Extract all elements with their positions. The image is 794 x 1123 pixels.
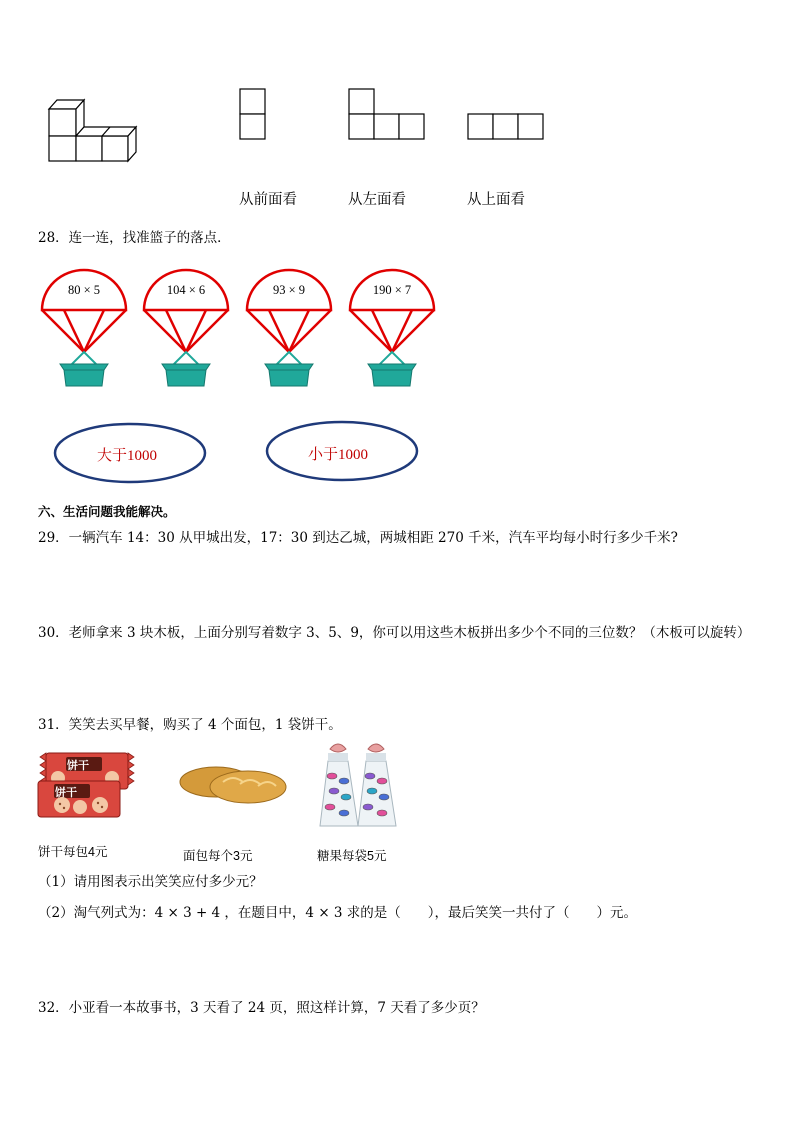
cube-figure — [45, 92, 145, 172]
parachute-expression-4: 190 × 7 — [372, 283, 412, 297]
top-view-diagram — [467, 113, 547, 143]
question-28: 28．连一连，找准篮子的落点． — [38, 230, 231, 246]
question-32: 32．小亚看一本故事书，3 天看了 24 页，照这样计算，7 天看了多少页？ — [38, 1000, 485, 1016]
question-30: 30．老师拿来 3 块木板，上面分别写着数字 3、5、9，你可以用这些木板拼出多少个不同的三位数？（木板可以旋转） — [38, 625, 751, 641]
question-31: 31．笑笑去买早餐，购买了 4 个面包，1 袋饼干。 — [38, 717, 342, 733]
bread-icon — [178, 762, 290, 806]
front-view-label: 从前面看 — [239, 192, 297, 208]
target-label-greater: 大于1000 — [97, 448, 158, 464]
question-31-part-2: （2）淘气列式为：4 × 3 + 4 ，在题目中，4 × 3 求的是（ ），最后笑笑一共付了（ ）元。 — [38, 905, 638, 921]
question-29: 29．一辆汽车 14：30 从甲城出发，17：30 到达乙城，两城相距 270 千米，汽车平均每小时行多少千米? — [38, 530, 678, 546]
left-view-label: 从左面看 — [348, 192, 406, 208]
question-31-part-1: （1）请用图表示出笑笑应付多少元？ — [38, 874, 263, 890]
biscuit-pack-text-front: 饼干 — [55, 786, 77, 799]
parachute-expression-3: 93 × 9 — [272, 283, 306, 297]
left-view-diagram — [348, 88, 428, 144]
section-heading: 六、生活问题我能解决。 — [38, 504, 176, 519]
target-label-less: 小于1000 — [308, 447, 369, 463]
candy-price-caption: 糖果每袋5元 — [317, 849, 387, 863]
candy-bag-icon — [318, 741, 413, 831]
biscuit-pack-text-back: 饼干 — [67, 759, 89, 772]
biscuit-price-caption: 饼干每包4元 — [38, 845, 108, 859]
front-view-diagram — [239, 88, 269, 144]
top-view-label: 从上面看 — [467, 192, 525, 208]
parachute-expression-2: 104 × 6 — [166, 283, 206, 297]
parachute-expression-1: 80 × 5 — [67, 283, 101, 297]
bread-price-caption: 面包每个3元 — [183, 849, 253, 863]
